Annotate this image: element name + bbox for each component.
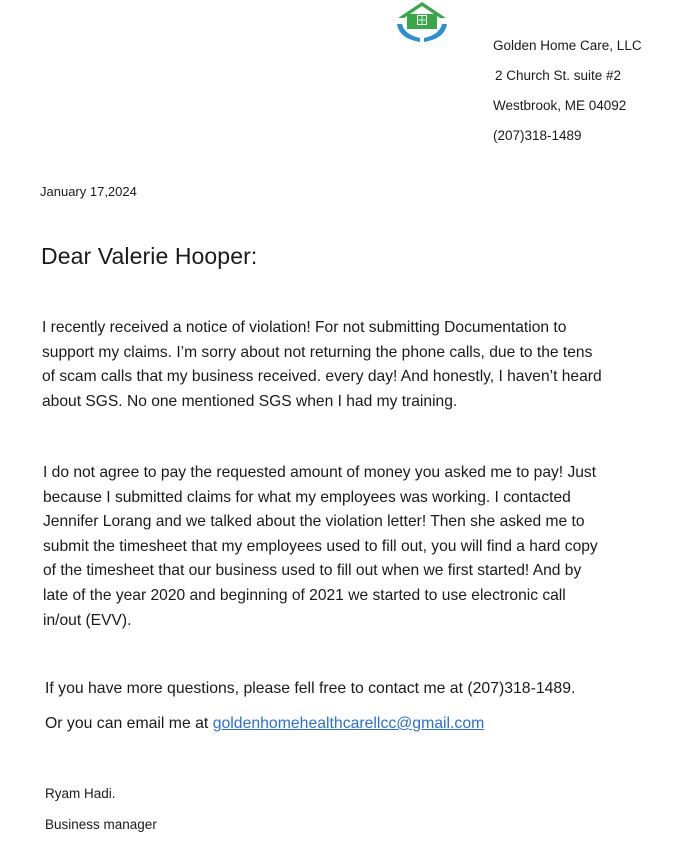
house-in-hands-icon — [395, 0, 449, 44]
paragraph-line: late of the year 2020 and beginning of 2021 we started to use electronic call — [43, 586, 566, 604]
city-state-zip: Westbrook, ME 04092 — [493, 98, 627, 113]
signer-name: Ryam Hadi. — [45, 786, 116, 801]
paragraph-line: of the timesheet that our business used to fill out when we first started! And by — [43, 562, 582, 580]
street-address: 2 Church St. suite #2 — [495, 68, 622, 83]
contact-phone-line: If you have more questions, please fell free to contact me at (207)318-1489. — [45, 680, 576, 697]
salutation: Dear Valerie Hooper: — [41, 243, 258, 269]
paragraph-line: submit the timesheet that my employees used to fill out, you will find a hard copy — [43, 537, 598, 555]
paragraph-line: in/out (EVV). — [43, 611, 132, 629]
body-paragraph-2 — [43, 461, 683, 633]
paragraph-line: I recently received a notice of violation! For not submitting Documentation to — [42, 319, 567, 336]
company-phone: (207)318-1489 — [493, 128, 582, 143]
body-paragraph-1 — [42, 316, 682, 414]
company-name: Golden Home Care, LLC — [493, 38, 642, 53]
signer-title: Business manager — [45, 817, 157, 832]
email-link[interactable]: goldenhomehealthcarellcc@gmail.com — [212, 715, 485, 732]
paragraph-line: because I submitted claims for what my employees was working. I contacted — [43, 488, 571, 506]
paragraph-line: I do not agree to pay the requested amount of money you asked me to pay! Just — [43, 464, 597, 481]
paragraph-line: support my claims. I’m sorry about not returning the phone calls, due to the tens — [42, 343, 593, 361]
paragraph-line: about SGS. No one mentioned SGS when I had my training. — [42, 392, 458, 410]
letterhead-address — [493, 31, 642, 151]
email-prefix: Or you can email me at — [45, 715, 213, 732]
contact-email-line — [45, 715, 484, 733]
paragraph-line: Jennifer Lorang and we talked about the violation letter! Then she asked me to — [43, 513, 585, 531]
letter-date: January 17,2024 — [40, 184, 137, 199]
paragraph-line: of scam calls that my business received. every day! And honestly, I haven’t heard — [42, 368, 602, 386]
